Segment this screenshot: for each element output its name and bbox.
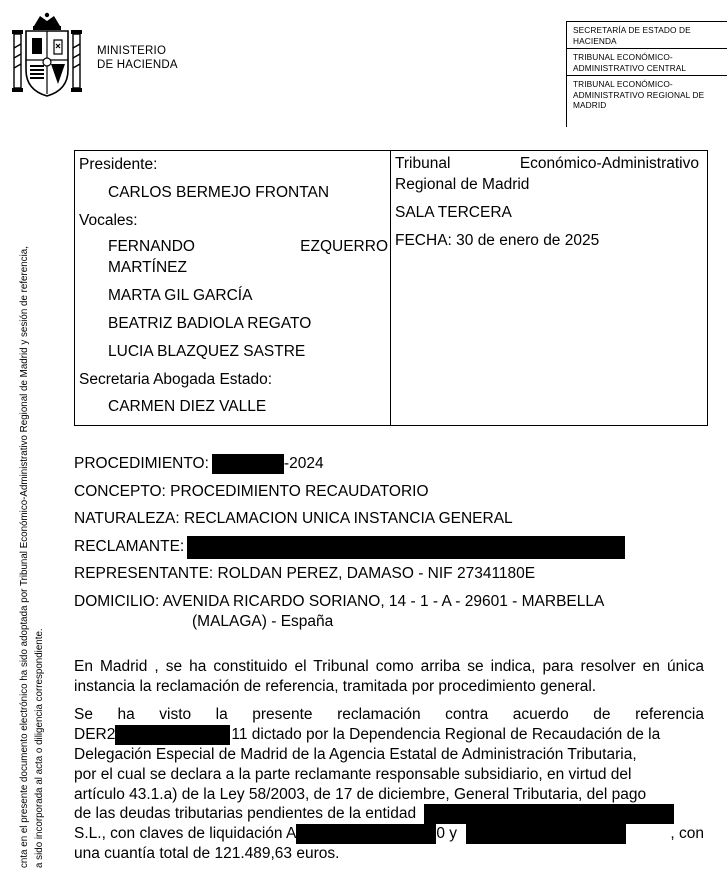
member-4: LUCIA BLAZQUEZ SASTRE bbox=[108, 342, 306, 360]
paragraph-2-line7 bbox=[74, 824, 704, 844]
paragraph-2-line8: una cuantía total de 121.489,63 euros. bbox=[74, 845, 340, 863]
text-fragment: de las deudas tributarias pendientes de la entidad bbox=[74, 805, 417, 823]
secretary-label: Secretaria Abogada Estado: bbox=[79, 370, 273, 388]
procedimiento-row bbox=[74, 454, 714, 482]
president-name: CARLOS BERMEJO FRONTAN bbox=[108, 183, 330, 201]
word: acuerdo bbox=[512, 706, 569, 724]
paragraph-2-line5: artículo 43.1.a) de la Ley 58/2003, de 17 de diciembre, General Tributaria, del pago bbox=[74, 785, 647, 803]
tribunal-line2: Regional de Madrid bbox=[395, 176, 530, 193]
procedimiento-suffix: -2024 bbox=[283, 455, 324, 472]
member-1-line2: MARTÍNEZ bbox=[108, 259, 187, 277]
member-1-line1 bbox=[79, 238, 390, 258]
domicilio-row-2: (MALAGA) - España bbox=[192, 612, 334, 630]
document-body bbox=[74, 657, 704, 864]
tribunal-line1 bbox=[395, 155, 701, 175]
word: reclamación bbox=[337, 706, 421, 724]
tribunal-composition-table bbox=[74, 150, 708, 426]
reclamante-label: RECLAMANTE: bbox=[74, 537, 185, 555]
word: la bbox=[215, 706, 228, 724]
naturaleza-row: NATURALEZA: RECLAMACION UNICA INSTANCIA GENERAL bbox=[74, 510, 513, 528]
word: referencia bbox=[635, 706, 704, 724]
word: Se bbox=[74, 706, 93, 724]
fecha: FECHA: 30 de enero de 2025 bbox=[395, 231, 600, 249]
member-2: MARTA GIL GARCÍA bbox=[108, 287, 253, 305]
text-fragment: S.L., con claves de liquidación A bbox=[74, 825, 297, 843]
case-metadata bbox=[74, 454, 714, 640]
authority-tear-madrid: TRIBUNAL ECONÓMICO-ADMINISTRATIVO REGIONAL DE MADRID bbox=[567, 75, 727, 113]
tribunal-info-cell bbox=[391, 151, 707, 425]
paragraph-2-line3: Delegación Especial de Madrid de la Agencia Estatal de Administración Tributaria, bbox=[74, 746, 637, 764]
redaction-block bbox=[187, 536, 625, 559]
ministry-name bbox=[97, 44, 178, 72]
authority-box bbox=[566, 21, 727, 127]
paragraph-2-line2 bbox=[74, 725, 704, 745]
word: presente bbox=[252, 706, 313, 724]
members-cell bbox=[75, 151, 391, 425]
paragraph-2-line6 bbox=[74, 804, 704, 824]
redaction-block bbox=[115, 725, 230, 745]
secretary-name: CARMEN DIEZ VALLE bbox=[108, 398, 267, 416]
member-1-first: FERNANDO bbox=[108, 238, 195, 256]
tribunal-word1: Tribunal bbox=[395, 155, 451, 172]
word: ha bbox=[117, 706, 135, 724]
paragraph-2 bbox=[74, 705, 704, 864]
tribunal-word2: Económico-Administrativo bbox=[519, 155, 699, 172]
member-3: BEATRIZ BADIOLA REGATO bbox=[108, 314, 312, 332]
sala: SALA TERCERA bbox=[395, 203, 512, 221]
word: de bbox=[593, 706, 611, 724]
text-fragment: , con bbox=[670, 825, 704, 843]
redaction-block bbox=[296, 824, 436, 844]
word: contra bbox=[445, 706, 489, 724]
side-text-line1: cnta en el presente documento electrónico ha sido adoptada por Tribunal Económico-Administrativo Regional de Madrid y sesión de referencia, bbox=[19, 246, 30, 868]
word: visto bbox=[159, 706, 192, 724]
paragraph-2-line4: por el cual se declara a la parte reclamante responsable subsidiario, en virtud del bbox=[74, 765, 632, 783]
ministry-name-line1: MINISTERIO bbox=[97, 45, 167, 57]
concepto-row: CONCEPTO: PROCEDIMIENTO RECAUDATORIO bbox=[74, 482, 429, 500]
text-fragment: DER2 bbox=[74, 726, 116, 744]
paragraph-1: En Madrid , se ha constituido el Tribunal como arriba se indica, para resolver en única instancia la reclamación de referencia, tramitada por procedimiento general. bbox=[74, 658, 704, 695]
paragraph-2-line1 bbox=[74, 705, 704, 725]
president-label: Presidente: bbox=[79, 156, 158, 173]
members-label: Vocales: bbox=[79, 211, 138, 229]
side-text-line2: a sido incorporada al acta o diligencia correspondiente. bbox=[34, 628, 45, 868]
domicilio-row-1: DOMICILIO: AVENIDA RICARDO SORIANO, 14 - 1 - A - 29601 - MARBELLA bbox=[74, 592, 605, 610]
redaction-block bbox=[466, 824, 626, 844]
member-1-surname: EZQUERRO bbox=[300, 238, 388, 256]
authority-teac: TRIBUNAL ECONÓMICO-ADMINISTRATIVO CENTRAL bbox=[567, 48, 727, 75]
coat-of-arms-logo bbox=[10, 12, 85, 98]
redaction-block bbox=[424, 804, 674, 824]
side-verification-text bbox=[17, 158, 47, 868]
procedimiento-label: PROCEDIMIENTO: bbox=[74, 455, 209, 472]
representante-row: REPRESENTANTE: ROLDAN PEREZ, DAMASO - NIF 27341180E bbox=[74, 565, 536, 583]
redaction-block bbox=[212, 454, 284, 474]
text-fragment: 0 y bbox=[436, 825, 457, 843]
reclamante-row bbox=[74, 537, 714, 565]
text-fragment: 11 dictado por la Dependencia Regional de Recaudación de la bbox=[231, 726, 661, 744]
authority-secretaria: SECRETARÍA DE ESTADO DE HACIENDA bbox=[573, 25, 691, 46]
ministry-name-line2: DE HACIENDA bbox=[97, 59, 178, 71]
